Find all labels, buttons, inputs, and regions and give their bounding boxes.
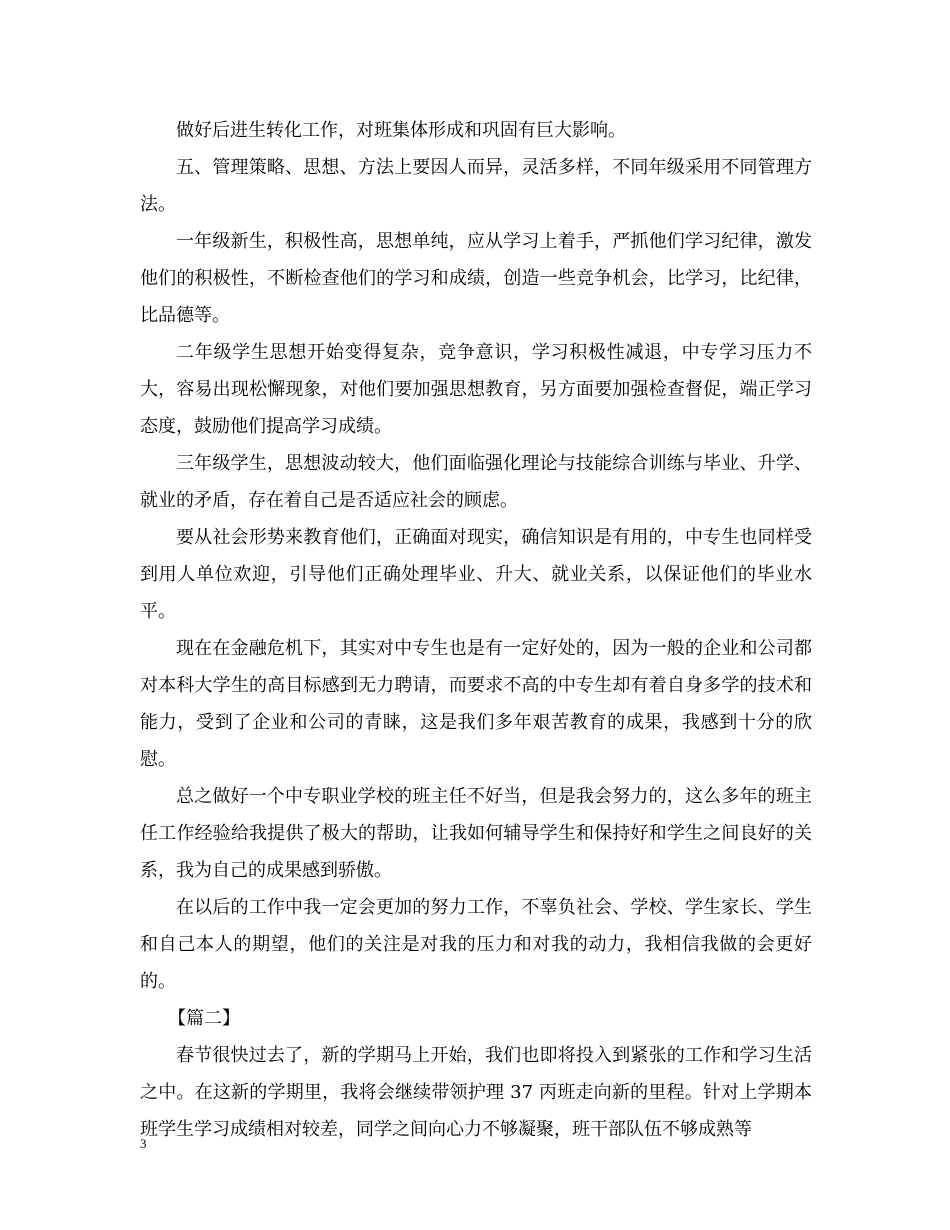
- section-paragraph: 春节很快过去了，新的学期马上开始，我们也即将投入到紧张的工作和学习生活之中。在这新的学期里，我将会继续带领护理 37 丙班走向新的里程。针对上学期本班学生学习成绩相对较差，同学之间向心力不够凝聚，班干部队伍不够成熟等: [140, 1045, 812, 1140]
- paragraph: 在以后的工作中我一定会更加的努力工作，不辜负社会、学校、学生家长、学生和自己本人的期望，他们的关注是对我的压力和对我的动力，我相信我做的会更好的。: [140, 897, 812, 992]
- paragraph: 要从社会形势来教育他们，正确面对现实，确信知识是有用的，中专生也同样受到用人单位欢迎，引导他们正确处理毕业、升大、就业关系，以保证他们的毕业水平。: [140, 527, 812, 622]
- section-heading: 【篇二】: [168, 1008, 240, 1029]
- paragraph: 一年级新生，积极性高，思想单纯，应从学习上着手，严抓他们学习纪律，激发他们的积极性，不断检查他们的学习和成绩，创造一些竞争机会，比学习，比纪律，比品德等。: [140, 231, 812, 326]
- paragraph: 五、管理策略、思想、方法上要因人而异，灵活多样，不同年级采用不同管理方法。: [140, 157, 812, 215]
- paragraph: 二年级学生思想开始变得复杂，竞争意识，学习积极性减退，中专学习压力不大，容易出现松懈现象，对他们要加强思想教育，另方面要加强检查督促，端正学习态度，鼓励他们提高学习成绩。: [140, 342, 812, 437]
- paragraph: 总之做好一个中专职业学校的班主任不好当，但是我会努力的，这么多年的班主任工作经验给我提供了极大的帮助，让我如何辅导学生和保持好和学生之间良好的关系，我为自己的成果感到骄傲。: [140, 786, 812, 881]
- paragraph: 三年级学生，思想波动较大，他们面临强化理论与技能综合训练与毕业、升学、就业的矛盾，存在着自己是否适应社会的顾虑。: [140, 453, 812, 511]
- page-number: 3: [140, 1136, 147, 1151]
- document-body: [140, 112, 812, 1148]
- paragraph: 现在在金融危机下，其实对中专生也是有一定好处的，因为一般的企业和公司都对本科大学生的高目标感到无力聘请，而要求不高的中专生却有着自身多学的技术和能力，受到了企业和公司的青睐，这是我们多年艰苦教育的成果，我感到十分的欣慰。: [140, 638, 812, 770]
- paragraph: 做好后进生转化工作，对班集体形成和巩固有巨大影响。: [176, 120, 626, 141]
